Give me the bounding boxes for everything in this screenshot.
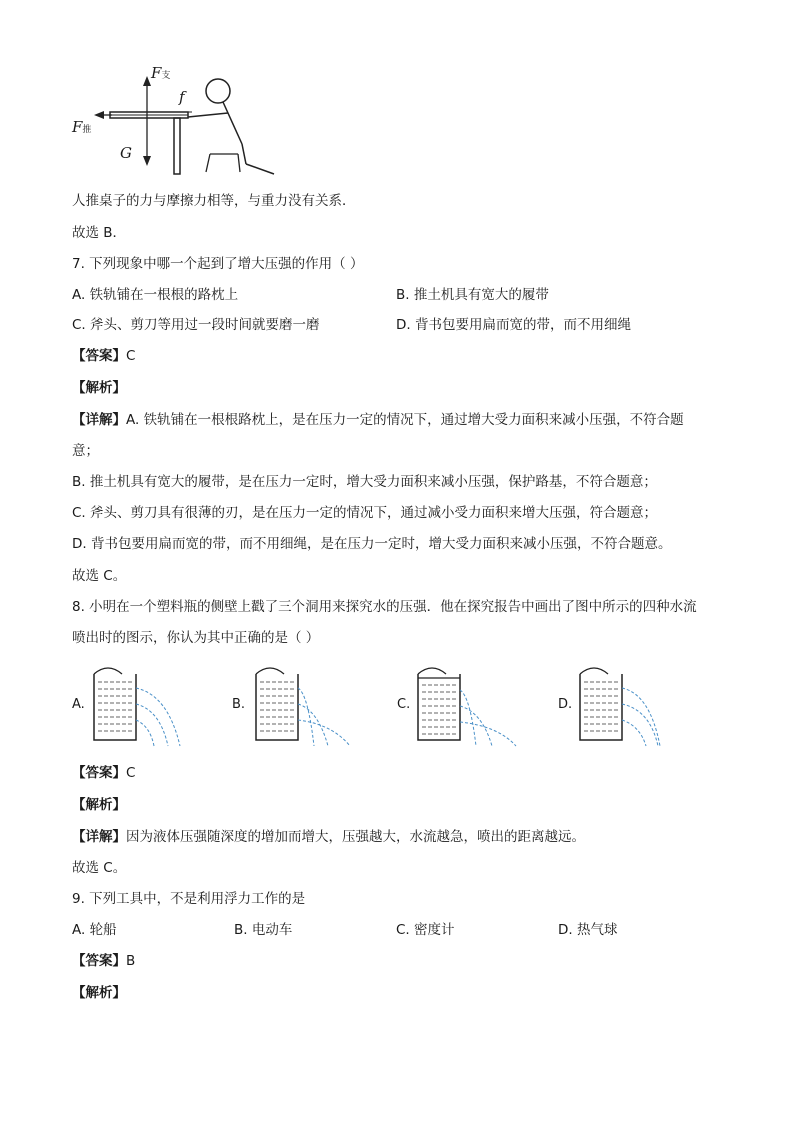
friction-label: f — [179, 88, 185, 106]
gravity-label: G — [120, 144, 132, 162]
q9-analysis-heading: 【解析】 — [72, 985, 126, 1001]
person-body — [223, 102, 242, 144]
q8-detail: 【详解】因为液体压强随深度的增加而增大，压强越大，水流越急，喷出的距离越远。 — [72, 829, 585, 845]
q8-figure-b-label: B. — [232, 697, 246, 712]
person-leg — [242, 144, 246, 164]
gravity-arrowhead — [143, 156, 151, 166]
q9-stem: 9. 下列工具中，不是利用浮力工作的是 — [72, 891, 306, 907]
q7-option-d: D. 背书包要用扁而宽的带，而不用细绳 — [396, 317, 631, 333]
q8-choice: 故选 C。 — [72, 860, 127, 876]
q9-answer: 【答案】B — [72, 953, 136, 969]
support-force-arrowhead — [143, 76, 151, 86]
person-arm — [188, 113, 228, 117]
q7-analysis-heading: 【解析】 — [72, 380, 126, 396]
q8-answer: 【答案】C — [72, 765, 136, 781]
q7-choice: 故选 C。 — [72, 568, 127, 584]
q9-option-b: B. 电动车 — [234, 922, 293, 938]
support-force-label: F支 — [151, 64, 171, 82]
q7-detail-line-3: B. 推土机具有宽大的履带，是在压力一定时，增大受力面积来减小压强，保护路基，不符合题意； — [72, 474, 657, 490]
q7-detail-line-4: C. 斧头、剪刀具有很薄的刃，是在压力一定的情况下，通过减小受力面积来增大压强，符合题意； — [72, 505, 658, 521]
q7-option-c: C. 斧头、剪刀等用过一段时间就要磨一磨 — [72, 317, 320, 333]
q9-option-a: A. 轮船 — [72, 922, 117, 938]
q7-detail-line-2: 意； — [72, 443, 99, 459]
q8-figure-a — [88, 660, 188, 750]
q9-option-c: C. 密度计 — [396, 922, 455, 938]
q8-figure-c — [412, 660, 522, 750]
q6-choice: 故选 B． — [72, 225, 127, 241]
push-force-arrowhead — [94, 111, 104, 119]
q7-option-a: A. 铁轨铺在一根根的路枕上 — [72, 287, 239, 303]
push-force-label: F推 — [72, 118, 92, 136]
person-head — [206, 79, 230, 103]
q6-explanation: 人推桌子的力与摩擦力相等，与重力没有关系． — [72, 193, 356, 209]
table-leg — [174, 118, 180, 174]
q8-stem-line-2: 喷出时的图示，你认为其中正确的是（ ） — [72, 630, 320, 646]
q8-figure-a-label: A. — [72, 697, 85, 712]
q8-analysis-heading: 【解析】 — [72, 797, 126, 813]
q7-option-b: B. 推土机具有宽大的履带 — [396, 287, 549, 303]
q7-detail-line-5: D. 背书包要用扁而宽的带，而不用细绳，是在压力一定时，增大受力面积来减小压强，不符合题意。 — [72, 536, 672, 552]
q9-option-d: D. 热气球 — [558, 922, 618, 938]
q7-detail-line-1: 【详解】A. 铁轨铺在一根根路枕上，是在压力一定的情况下，通过增大受力面积来减小压强，不符合题 — [72, 412, 684, 428]
q8-figure-d-label: D. — [558, 697, 573, 712]
q8-stem-line-1: 8. 小明在一个塑料瓶的侧壁上戳了三个洞用来探究水的压强．他在探究报告中画出了图中所示的四种水流 — [72, 599, 697, 615]
force-diagram — [70, 62, 280, 180]
q8-figure-d — [574, 660, 674, 750]
q8-figure-c-label: C. — [397, 697, 411, 712]
q7-answer: 【答案】C — [72, 348, 136, 364]
q8-figure-b — [250, 660, 360, 750]
q7-stem: 7. 下列现象中哪一个起到了增大压强的作用（ ） — [72, 256, 364, 272]
